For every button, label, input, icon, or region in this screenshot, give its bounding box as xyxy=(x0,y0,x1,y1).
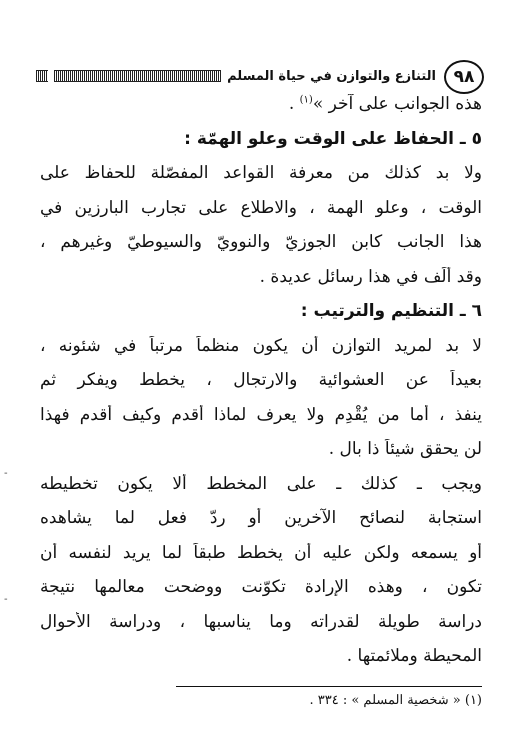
running-title: التنازع والتوازن في حياة المسلم xyxy=(227,68,436,84)
text-line xyxy=(40,646,482,666)
text-line-content: وقد أُلِّف في هذا رسائل عديدة . xyxy=(259,266,482,287)
text-line xyxy=(40,336,482,356)
header-ornament-rule xyxy=(54,70,221,82)
section-heading xyxy=(40,301,482,321)
text-line-content: المحيطة وملائمتها . xyxy=(346,646,482,666)
running-title-bar xyxy=(36,65,436,87)
text-line-content: استجابة لنصائح الآخرين أو ردّ فعل لما يشاهده xyxy=(40,508,482,528)
header-ornament-left xyxy=(36,70,48,82)
text-line-content: بعيداً عن العشوائية والارتجال ، يخطط ويفكر ثم xyxy=(40,370,482,390)
footnote-separator xyxy=(176,686,482,687)
text-line-content: ينفذ ، أما من يُقْدِم ولا يعرف لماذا أقدم وكيف أقدم فهذا xyxy=(40,404,482,425)
text-line-content: هذه الجوانب على آخر » xyxy=(312,94,482,114)
text-line xyxy=(40,474,482,494)
margin-mark: ‐ xyxy=(4,468,8,479)
text-line xyxy=(40,232,482,252)
text-line xyxy=(40,405,482,425)
page-number: ٩٨ xyxy=(444,60,484,94)
text-line-content: هذا الجانب كابن الجوزيّ والنوويّ والسيوطيّ وغيرهم ، xyxy=(40,232,482,252)
text-line-content: أو يسمعه ولكن عليه أن يخطط طبقاً لما يريد لنفسه أن xyxy=(40,542,482,563)
text-line xyxy=(40,543,482,563)
text-line xyxy=(40,198,482,218)
text-line xyxy=(40,163,482,183)
text-line xyxy=(40,577,482,597)
section-heading xyxy=(40,129,482,149)
text-line xyxy=(40,612,482,632)
text-line-content: لن يحقق شيئاً ذا بال . xyxy=(328,439,482,459)
page-header xyxy=(36,60,484,94)
text-line-content: تكون ، وهذه الإرادة تكوّنت ووضحت معالمها نتيجة xyxy=(40,577,482,597)
text-line xyxy=(40,370,482,390)
footnote-reference: (١) xyxy=(299,94,313,106)
text-line xyxy=(40,94,482,114)
text-line xyxy=(40,508,482,528)
text-line-content: ٥ ـ الحفاظ على الوقت وعلو الهمّة : xyxy=(184,128,482,149)
footnote: (١) « شخصية المسلم » : ٣٣٤ . xyxy=(309,693,482,708)
text-line-content: لا بد لمريد التوازن أن يكون منظماً مرتباً في شئونه ، xyxy=(40,335,482,356)
margin-mark: ‐ xyxy=(4,594,8,605)
text-line-content: دراسة طويلة لقدراته وما يناسبها ، ودراسة الأحوال xyxy=(40,611,482,632)
text-line-end: . xyxy=(288,94,300,114)
text-line-content: ويجب ـ كذلك ـ على المخطط ألا يكون تخطيطه xyxy=(40,473,482,494)
text-line xyxy=(40,267,482,287)
text-line-content: ٦ ـ التنظيم والترتيب : xyxy=(300,301,482,321)
text-line xyxy=(40,439,482,459)
text-line-content: ولا بد كذلك من معرفة القواعد المفصّلة للحفاظ على xyxy=(40,163,482,183)
text-line-content: الوقت ، وعلو الهمة ، والاطلاع على تجارب البارزين في xyxy=(40,197,482,218)
